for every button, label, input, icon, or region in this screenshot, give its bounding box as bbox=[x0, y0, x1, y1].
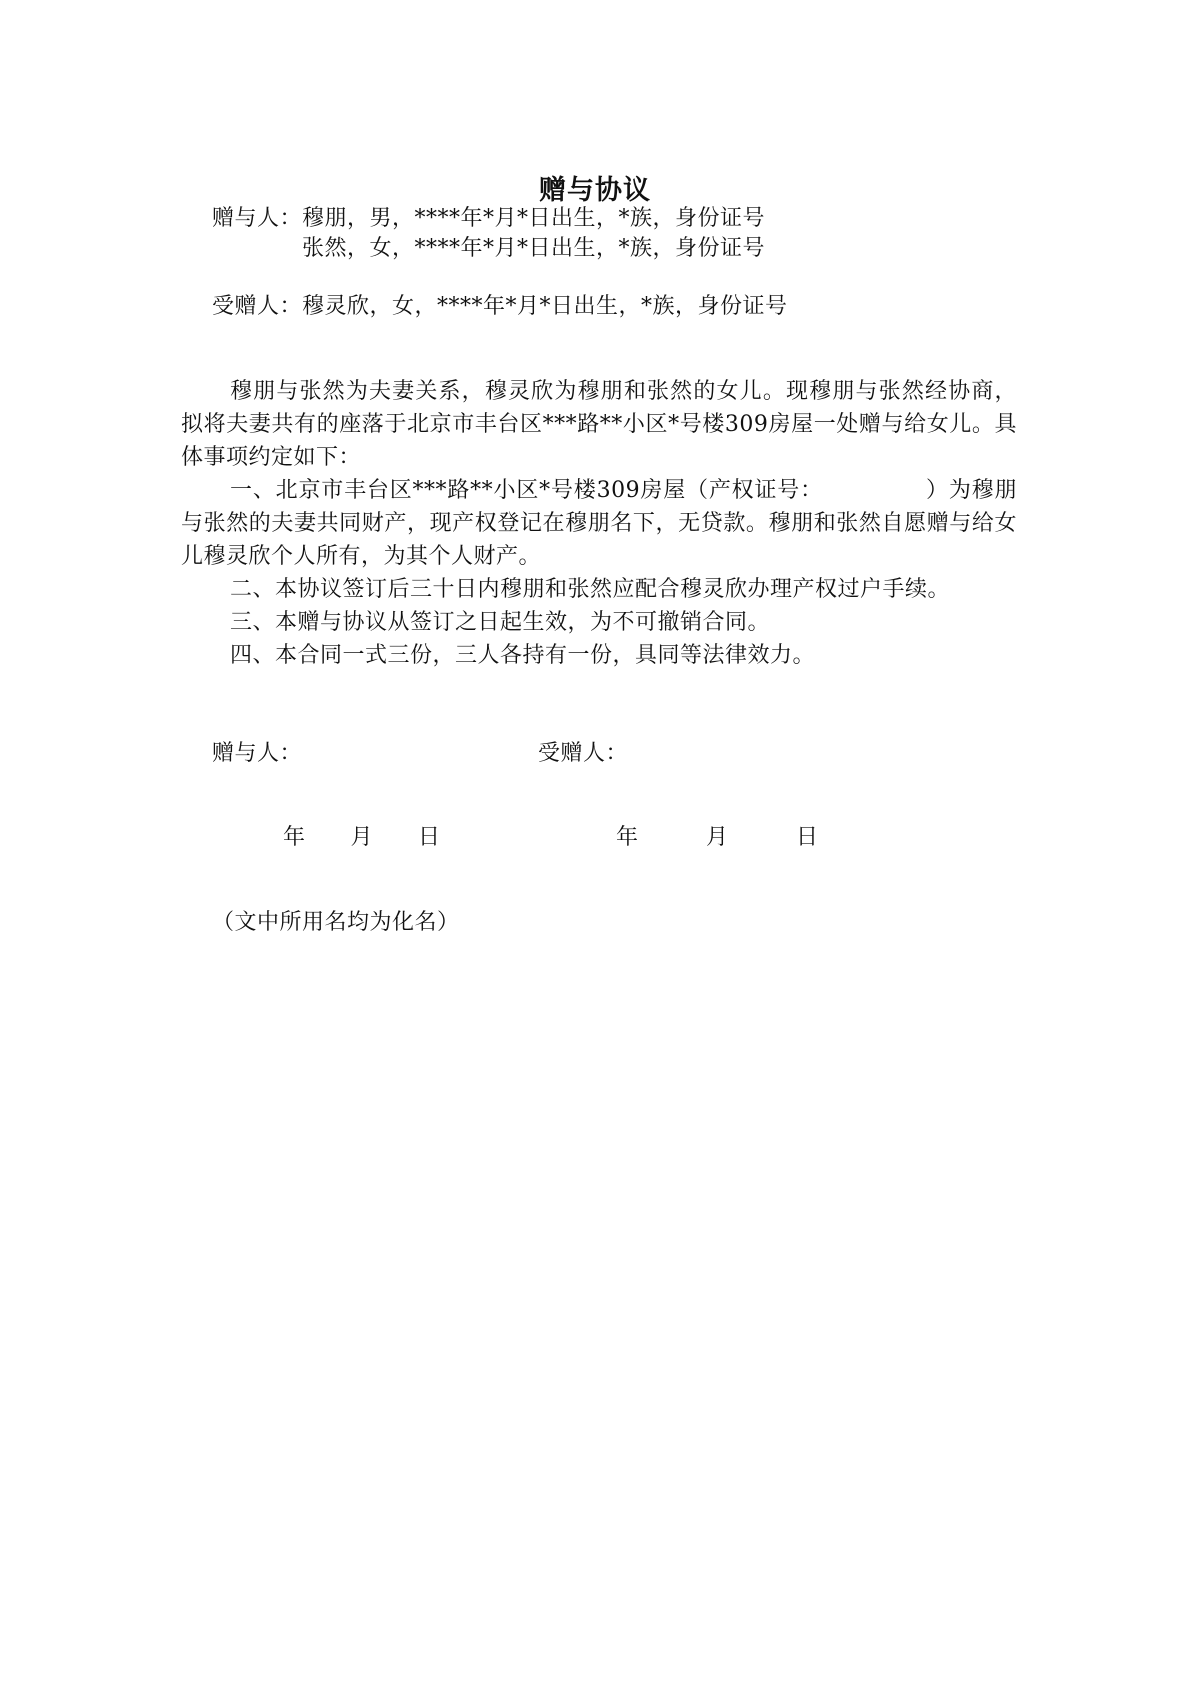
clause-3: 三、本赠与协议从签订之日起生效，为不可撤销合同。 bbox=[230, 610, 771, 635]
donor-line-1: 赠与人：穆朋，男，****年*月*日出生，*族，身份证号 bbox=[212, 206, 766, 231]
donee-signature-label: 受赠人： bbox=[538, 741, 629, 766]
clause-1: 一、北京市丰台区***路**小区*号楼309房屋（产权证号： ）为穆朋与张然的夫妻共同财产，现产权登记在穆朋名下，无贷款。穆朋和张然自愿赠与给女儿穆灵欣个人所有，为其个人财产。 bbox=[181, 478, 1017, 569]
clause-4: 四、本合同一式三份，三人各持有一份，具同等法律效力。 bbox=[230, 643, 816, 668]
donor-line-2: 张然，女，****年*月*日出生，*族，身份证号 bbox=[302, 236, 766, 261]
document-title: 赠与协议 bbox=[539, 175, 651, 206]
donor-signature-label: 赠与人： bbox=[212, 741, 303, 766]
donor-signature-date: 年 月 日 bbox=[283, 825, 441, 850]
clause-2: 二、本协议签订后三十日内穆朋和张然应配合穆灵欣办理产权过户手续。 bbox=[230, 577, 951, 602]
intro-paragraph: 穆朋与张然为夫妻关系，穆灵欣为穆朋和张然的女儿。现穆朋与张然经协商，拟将夫妻共有的座落于北京市丰台区***路**小区*号楼309房屋一处赠与给女儿。具体事项约定如下： bbox=[181, 379, 1017, 470]
donee-signature-date: 年 月 日 bbox=[616, 825, 819, 850]
donee-line: 受赠人：穆灵欣，女，****年*月*日出生，*族，身份证号 bbox=[212, 294, 788, 319]
footnote: （文中所用名均为化名） bbox=[212, 910, 460, 935]
